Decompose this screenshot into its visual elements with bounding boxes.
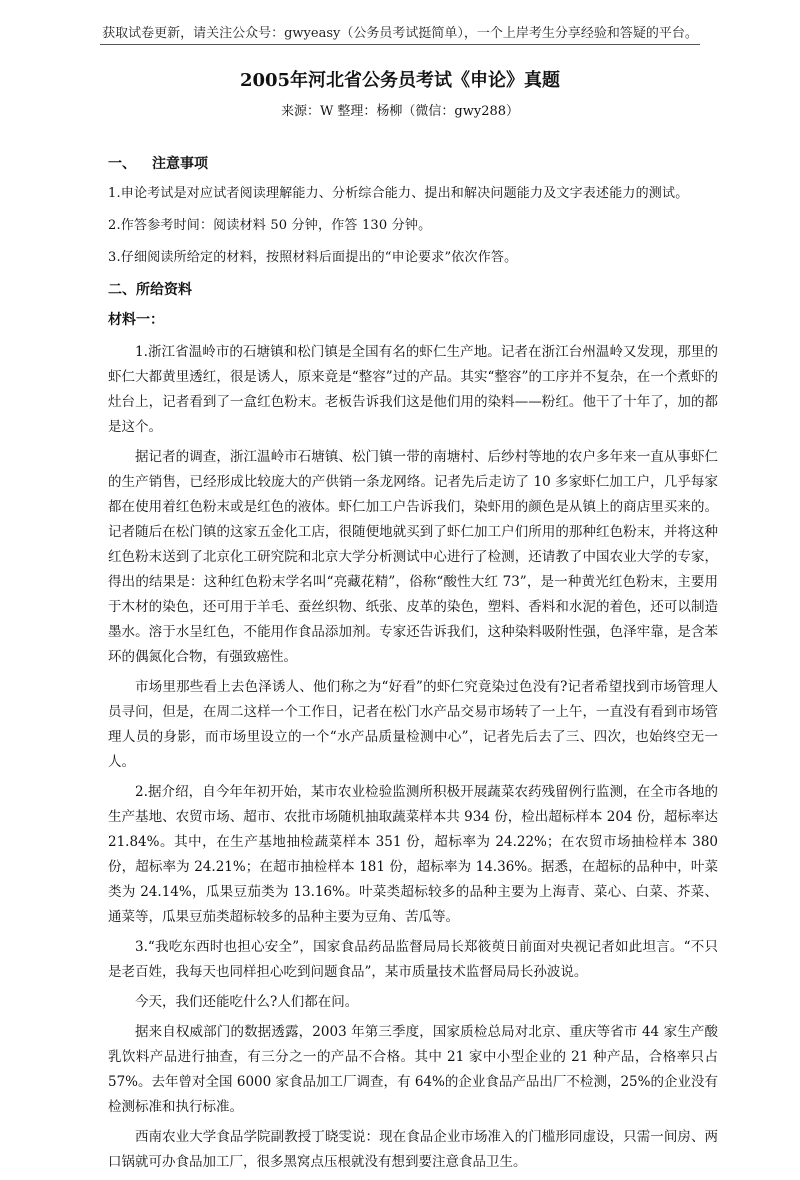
section-notice-heading [108,154,718,174]
document-source-meta: 来源：W 整理：杨柳（微信：gwy288） [280,104,520,119]
material-paragraph: 2.据介绍，自今年年初开始，某市农业检验监测所积极开展蔬菜农药残留例行监测，在全市各地的生产基地、农贸市场、超市、农批市场随机抽取蔬菜样本共 934 份，检出超标样本 204 份，超标率达 21.84%。其中，在生产基地抽检蔬菜样本 351 份，超标率为 24.22%；在农贸市场抽检样本 380 份，超标率为 24.21%；在超市抽检样本 181 份，超标率为 14.36%。据悉，在超标的品种中，叶菜类为 24.14%，瓜果豆茄类为 13.16%。叶菜类超标较多的品种主要为上海青、菜心、白菜、芥菜、通菜等，瓜果豆茄类超标较多的品种主要为豆角、苦瓜等。 [108,784,718,925]
header-promo-note: 获取试卷更新，请关注公众号：gwyeasy（公务员考试挺简单），一个上岸考生分享经验和答疑的平台。 [102,26,698,41]
material-paragraph: 1.浙江省温岭市的石塘镇和松门镇是全国有名的虾仁生产地。记者在浙江台州温岭又发现，那里的虾仁大都黄里透红，很是诱人，原来竟是“整容”过的产品。其实“整容”的工序并不复杂，在一个煮虾的灶台上，记者看到了一盒红色粉末。老板告诉我们这是他们用的染料——粉红。他干了十年了，加的都是这个。 [108,344,718,435]
section-number: 一、 [108,156,136,172]
notice-item-1: 1.申论考试是对应试者阅读理解能力、分析综合能力、提出和解决问题能力及文字表述能力的测试。 [108,186,689,201]
material-paragraph: 据记者的调查，浙江温岭市石塘镇、松门镇一带的南塘村、后纱村等地的农户多年来一直从事虾仁的生产销售，已经形成比较庞大的产供销一条龙网络。记者先后走访了 10 多家虾仁加工户，几乎每家都在使用着红色粉末或是红色的液体。虾仁加工户告诉我们，染虾用的颜色是从镇上的商店里买来的。记者随后在松门镇的这家五金化工店，很随便地就买到了虾仁加工户们所用的那种红色粉末，并将这种红色粉末送到了北京化工研究院和北京大学分析测试中心进行了检测，还请教了中国农业大学的专家，得出的结果是：这种红色粉末学名叫“亮藏花精”，俗称“酸性大红 73”，是一种黄光红色粉末，主要用于木材的染色，还可用于羊毛、蚕丝织物、纸张、皮革的染色，塑料、香料和水泥的着色，还可以制造墨水。溶于水呈红色，不能用作食品添加剂。专家还告诉我们，这种染料吸附性强，色泽牢靠，是含苯环的偶氮化合物，有强致癌性。 [108,449,718,665]
section-title: 注意事项 [152,156,208,172]
header-divider [100,44,700,45]
material-paragraph: 据来自权威部门的数据透露，2003 年第三季度，国家质检总局对北京、重庆等省市 44 家生产酸乳饮料产品进行抽查，有三分之一的产品不合格。其中 21 家中小型企业的 21 种产品，合格率只占 57%。去年曾对全国 6000 家食品加工厂调查，有 64%的企业食品产品出厂不检测，25%的企业没有检测标准和执行标准。 [108,1024,718,1115]
material-paragraph: 今天，我们还能吃什么?人们都在问。 [135,994,359,1010]
material-paragraph: 市场里那些看上去色泽诱人、他们称之为“好看”的虾仁究竟染过色没有?记者希望找到市场管理人员寻问，但是，在周二这样一个工作日，记者在松门水产品交易市场转了一上午，一直没有看到市场管理人员的身影，而市场里设立的一个“水产品质量检测中心”，记者先后去了三、四次，也始终空无一人。 [108,679,718,770]
notice-item-2: 2.作答参考时间：阅读材料 50 分钟，作答 130 分钟。 [108,218,432,233]
document-body [108,154,718,1180]
document-title: 2005年河北省公务员考试《申论》真题 [239,70,561,91]
material-1-label: 材料一： [108,312,164,328]
material-paragraph: 西南农业大学食品学院副教授丁晓雯说：现在食品企业市场准入的门槛形同虚设，只需一间房、两口锅就可办食品加工厂，很多黑窝点压根就没有想到要注意食品卫生。 [108,1129,718,1170]
section-materials-heading: 二、所给资料 [108,282,192,298]
notice-item-3: 3.仔细阅读所给定的材料，按照材料后面提出的“申论要求”依次作答。 [108,250,518,265]
material-paragraph: 3.“我吃东西时也担心安全”，国家食品药品监督局局长郑筱萸日前面对央视记者如此坦言。“不只是老百姓，我每天也同样担心吃到问题食品”，某市质量技术监督局局长孙波说。 [108,939,718,980]
